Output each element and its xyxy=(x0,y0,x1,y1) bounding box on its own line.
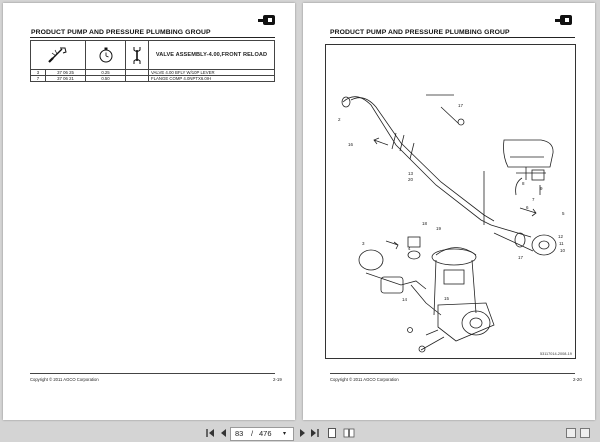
svg-text:12: 12 xyxy=(558,234,564,239)
svg-text:4: 4 xyxy=(408,246,411,251)
part-number-cell: 37 06 25 xyxy=(46,70,86,76)
page-title: PRODUCT PUMP AND PRESSURE PLUMBING GROUP xyxy=(330,29,510,36)
svg-text:15: 15 xyxy=(444,296,450,301)
svg-text:17: 17 xyxy=(458,103,464,108)
table-header-cell xyxy=(31,41,86,70)
header-rule xyxy=(30,37,275,38)
ref-cell: 7 xyxy=(31,76,46,82)
footer-rule xyxy=(330,373,575,374)
left-page xyxy=(3,3,295,420)
page-number: 2-19 xyxy=(273,377,282,382)
table-header-cell xyxy=(86,41,126,70)
table-row xyxy=(31,76,275,82)
svg-text:8: 8 xyxy=(522,181,525,186)
svg-text:17: 17 xyxy=(518,255,524,260)
page-number: 2-20 xyxy=(573,377,582,382)
page-title: PRODUCT PUMP AND PRESSURE PLUMBING GROUP xyxy=(31,29,211,36)
zoom-icon[interactable] xyxy=(566,428,576,438)
svg-text:6: 6 xyxy=(526,205,529,210)
page-separator: / xyxy=(251,429,254,438)
copyright: Copyright © 2011 AGCO Corporation xyxy=(330,377,399,382)
time-cell: 0.50 xyxy=(86,76,126,82)
page-number-field[interactable] xyxy=(230,427,294,441)
next-page-icon[interactable] xyxy=(298,427,308,439)
svg-text:9: 9 xyxy=(540,186,543,191)
svg-text:11: 11 xyxy=(559,241,564,246)
fullscreen-icon[interactable] xyxy=(580,428,590,438)
svg-text:19: 19 xyxy=(436,226,442,231)
viewer-toolbar xyxy=(0,424,600,442)
agco-logo-icon xyxy=(554,14,574,27)
table-header-cell xyxy=(126,41,149,70)
clock-icon xyxy=(98,46,114,64)
plumbing-diagram-illustration xyxy=(326,45,575,358)
svg-text:18: 18 xyxy=(422,221,428,226)
copyright: Copyright © 2011 AGCO Corporation xyxy=(30,377,99,382)
svg-text:20: 20 xyxy=(408,177,414,182)
svg-text:7: 7 xyxy=(532,197,535,202)
parts-table xyxy=(30,40,275,82)
current-page[interactable]: 83 xyxy=(235,429,244,438)
previous-page-icon[interactable] xyxy=(218,427,228,439)
last-page-icon[interactable] xyxy=(310,427,320,439)
spacer-cell xyxy=(126,76,149,82)
footer-rule xyxy=(30,373,275,374)
single-page-view-icon[interactable] xyxy=(327,427,337,439)
agco-logo-icon xyxy=(257,14,277,27)
svg-text:13: 13 xyxy=(408,171,414,176)
svg-text:3: 3 xyxy=(362,241,365,246)
figure-code: 53117014-2008-19 xyxy=(540,352,572,356)
svg-text:5: 5 xyxy=(562,211,565,216)
table-title: VALVE ASSEMBLY-4.00,FRONT RELOAD xyxy=(149,41,275,70)
part-number-cell: 37 06 21 xyxy=(46,76,86,82)
svg-text:2: 2 xyxy=(338,117,341,122)
two-page-view-icon[interactable] xyxy=(343,427,355,439)
exploded-diagram xyxy=(325,44,576,359)
description-cell: VALVE 4.00 BFLY W/10P LEVER xyxy=(149,70,275,76)
header-rule xyxy=(330,37,575,38)
description-cell: FLANGE COMP 4.0NPTX6.0IH xyxy=(149,76,275,82)
total-pages: 476 xyxy=(259,429,272,438)
chevron-down-icon[interactable]: ▾ xyxy=(283,431,287,437)
time-cell: 0.25 xyxy=(86,70,126,76)
svg-text:14: 14 xyxy=(402,297,408,302)
ref-cell: 3 xyxy=(31,70,46,76)
spanner-icon xyxy=(132,45,142,65)
wrench-icon xyxy=(47,46,69,64)
svg-text:16: 16 xyxy=(348,142,354,147)
right-page xyxy=(303,3,595,420)
table-header-row xyxy=(31,41,275,70)
svg-text:10: 10 xyxy=(560,248,566,253)
first-page-icon[interactable] xyxy=(205,427,215,439)
